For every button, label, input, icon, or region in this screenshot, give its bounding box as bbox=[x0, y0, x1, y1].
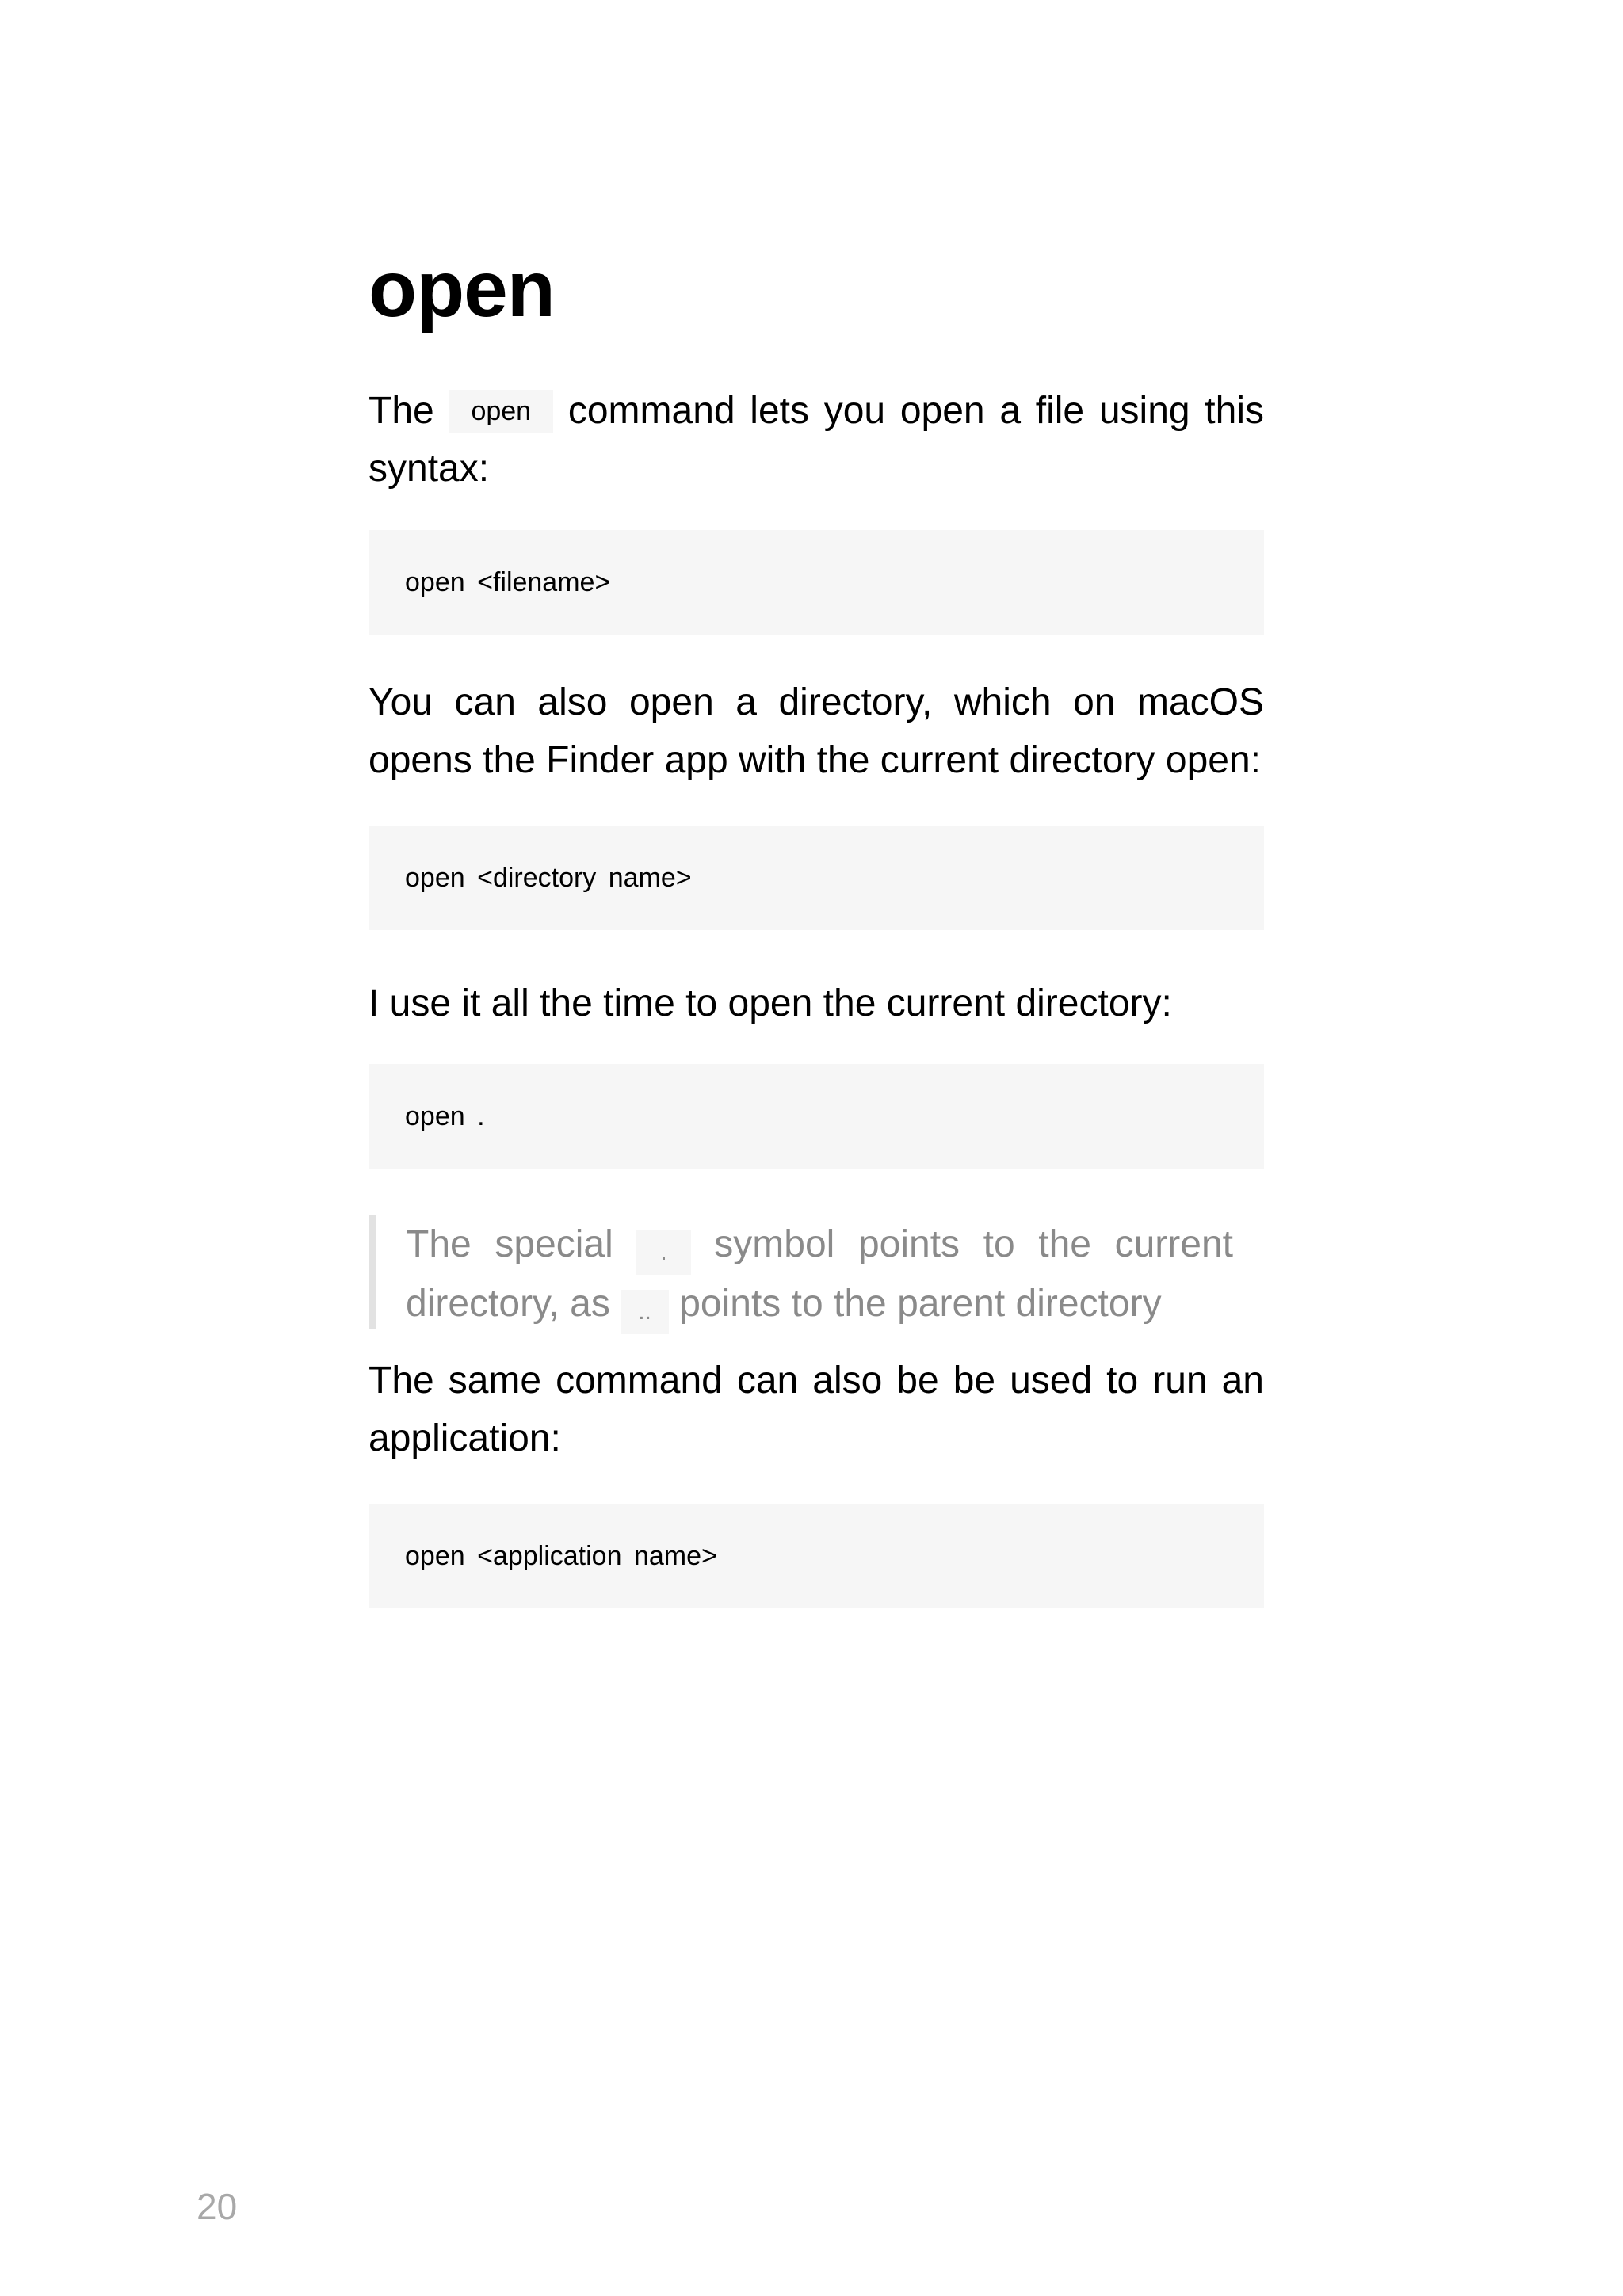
inline-code-dot: . bbox=[636, 1230, 690, 1275]
paragraph-text: The bbox=[369, 390, 434, 432]
code-block-application: open <application name> bbox=[369, 1504, 1264, 1608]
page-title: open bbox=[369, 245, 555, 334]
blockquote-note bbox=[369, 1215, 1233, 1329]
paragraph-open-intro bbox=[369, 382, 1264, 498]
paragraph-text: command lets you open a file using this syntax: bbox=[369, 390, 1265, 490]
inline-code-open: open bbox=[449, 390, 553, 433]
quote-text: points to the parent directory bbox=[679, 1283, 1162, 1325]
paragraph-open-directory: You can also open a directory, which on macOS opens the Finder app with the current directory open: bbox=[369, 681, 1264, 781]
code-block-directory: open <directory name> bbox=[369, 826, 1264, 930]
code-block-filename: open <filename> bbox=[369, 530, 1264, 635]
paragraph-run-application: The same command can also be be used to run an application: bbox=[369, 1360, 1264, 1459]
page-number: 20 bbox=[197, 2186, 238, 2227]
quote-text: The special bbox=[406, 1223, 613, 1265]
code-block-dot: open . bbox=[369, 1064, 1264, 1169]
quote-text: symbol points to the current directory, as bbox=[406, 1223, 1233, 1325]
paragraph-current-directory: I use it all the time to open the current directory: bbox=[369, 982, 1172, 1024]
inline-code-double-dot: .. bbox=[621, 1290, 669, 1334]
